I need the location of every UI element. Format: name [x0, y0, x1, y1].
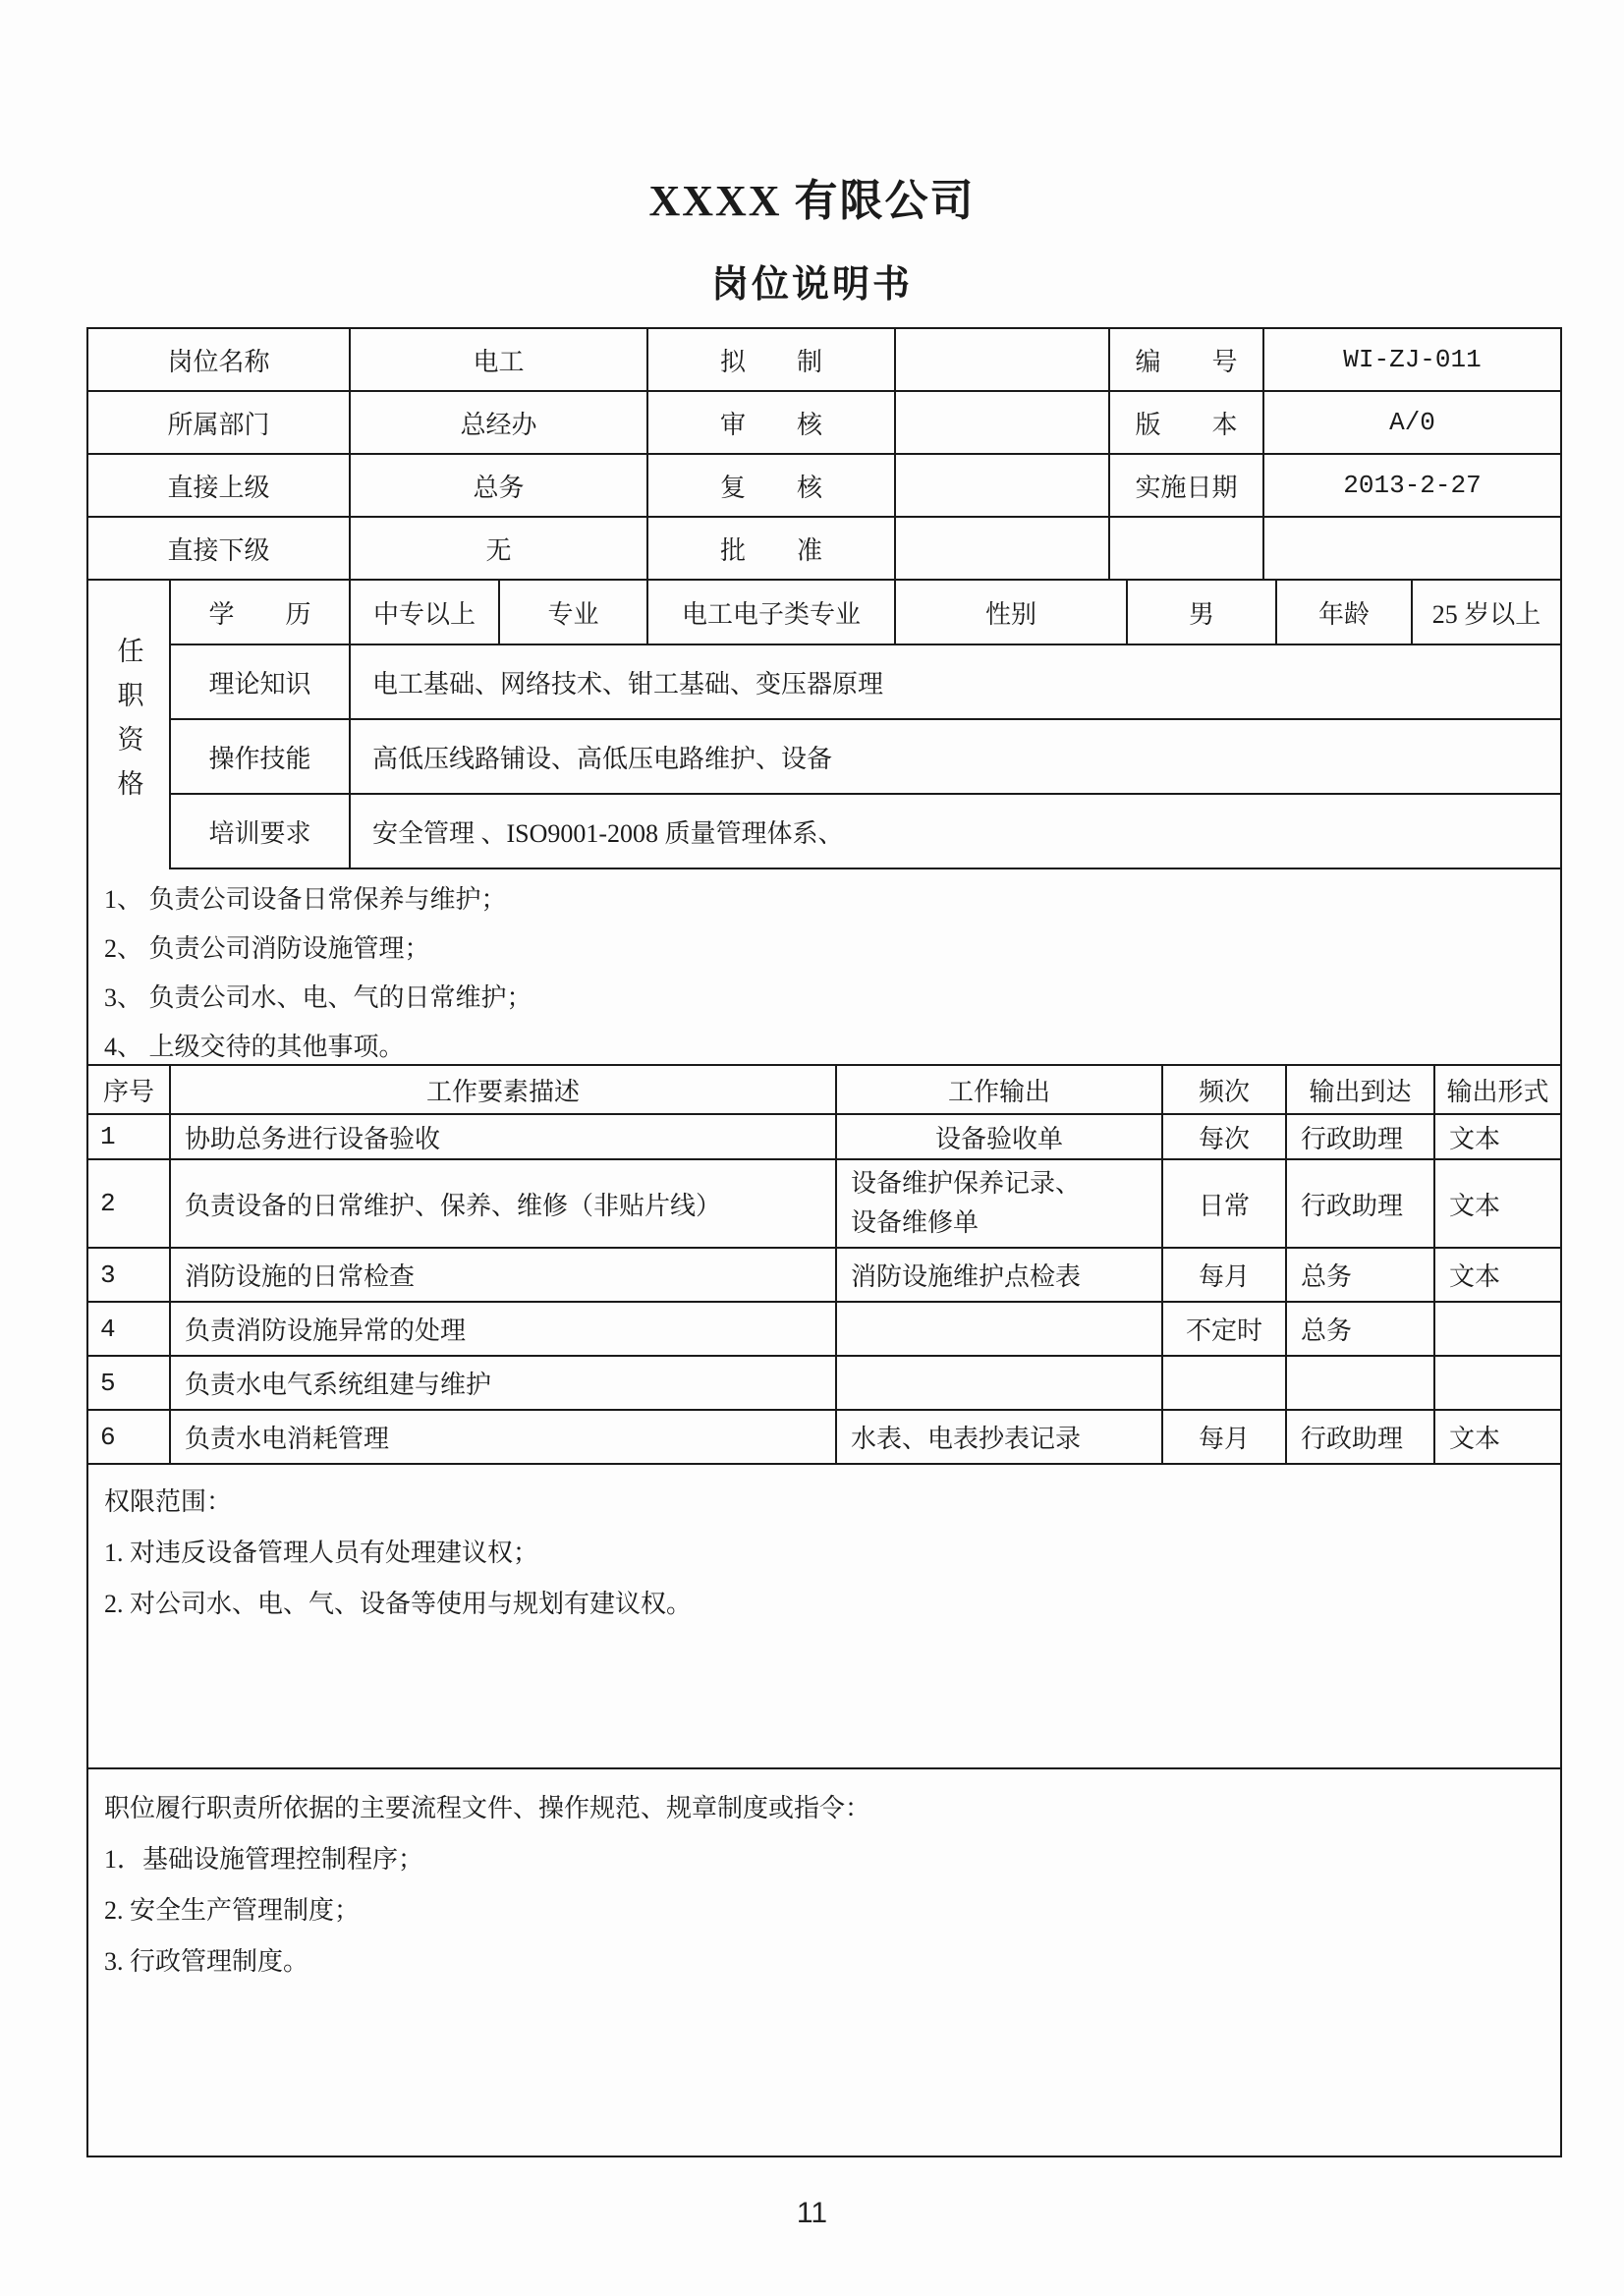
work-element: 协助总务进行设备验收 [171, 1115, 837, 1158]
work-seq: 6 [88, 1411, 171, 1463]
work-row-3 [88, 1249, 1560, 1303]
work-frequency [1163, 1357, 1287, 1409]
page-number: 11 [796, 2197, 828, 2229]
duty-item: 4、 上级交待的其他事项。 [104, 1033, 405, 1061]
work-row-6 [88, 1411, 1560, 1465]
header-seq: 序号 [88, 1066, 171, 1113]
value-drafted-by [896, 329, 1110, 390]
info-row-position [88, 329, 1560, 392]
empty-cell [1264, 518, 1560, 579]
label-rechecked-by: 复 核 [648, 455, 896, 516]
value-reviewed-by [896, 392, 1110, 453]
label-direct-subordinate: 直接下级 [88, 518, 351, 579]
work-output-form: 文本 [1449, 1191, 1501, 1220]
work-row-1 [88, 1115, 1560, 1160]
work-output-dest [1287, 1357, 1435, 1409]
theory-knowledge-row [171, 645, 1560, 720]
work-output-dest: 总务 [1287, 1303, 1435, 1355]
value-training-requirement: 安全管理 、ISO9001-2008 质量管理体系、 [372, 818, 844, 848]
label-training-requirement: 培训要求 [171, 795, 351, 868]
header-output-form: 输出形式 [1446, 1077, 1549, 1106]
value-rechecked-by [896, 455, 1110, 516]
info-row-supervisor [88, 455, 1560, 518]
qualification-side-label: 任职资格 [113, 637, 143, 813]
label-major: 专业 [500, 581, 648, 644]
references-heading: 职位履行职责所依据的主要流程文件、操作规范、规章制度或指令： [104, 1794, 871, 1822]
label-approved-by: 批 准 [648, 518, 896, 579]
label-effective-date: 实施日期 [1110, 455, 1264, 516]
value-theory-knowledge: 电工基础、网络技术、钳工基础、变压器原理 [372, 669, 884, 699]
work-output: 消防设施维护点检表 [837, 1249, 1163, 1301]
header-work-element: 工作要素描述 [171, 1066, 837, 1113]
work-element: 负责水电消耗管理 [171, 1411, 837, 1463]
duty-item: 3、 负责公司水、电、气的日常维护； [104, 983, 532, 1012]
info-row-department [88, 392, 1560, 455]
value-operation-skill: 高低压线路铺设、高低压电路维护、设备 [372, 744, 833, 773]
education-row [171, 581, 1560, 645]
work-output [837, 1303, 1163, 1355]
authority-item: 2. 对公司水、电、气、设备等使用与规划有建议权。 [104, 1590, 693, 1618]
reference-item: 1．基础设施管理控制程序； [104, 1845, 424, 1874]
label-doc-number: 编 号 [1110, 329, 1264, 390]
references-section [88, 1769, 1560, 2156]
value-department: 总经办 [351, 392, 648, 453]
work-output-form: 文本 [1449, 1124, 1501, 1153]
authority-section [88, 1465, 1560, 1769]
empty-cell [1110, 518, 1264, 579]
document-subtitle: 岗位说明书 [710, 264, 913, 306]
training-requirement-row [171, 795, 1560, 869]
work-output-form [1435, 1357, 1560, 1409]
work-output: 设备维护保养记录、 设备维修单 [837, 1160, 1163, 1247]
label-operation-skill: 操作技能 [171, 720, 351, 793]
duty-item: 2、 负责公司消防设施管理； [104, 934, 430, 963]
label-department: 所属部门 [88, 392, 351, 453]
qualification-rows [171, 581, 1560, 869]
value-age: 25 岁以上 [1431, 599, 1541, 629]
work-frequency: 日常 [1163, 1160, 1287, 1247]
work-output-dest: 总务 [1287, 1249, 1435, 1301]
label-age: 年龄 [1277, 581, 1413, 644]
operation-skill-row [171, 720, 1560, 795]
work-seq: 1 [88, 1115, 171, 1158]
work-seq: 4 [88, 1303, 171, 1355]
work-seq: 5 [88, 1357, 171, 1409]
work-frequency: 每次 [1163, 1115, 1287, 1158]
duty-item: 1、 负责公司设备日常保养与维护； [104, 885, 507, 914]
company-title: XXXX 有限公司 [648, 177, 976, 225]
work-output-dest: 行政助理 [1287, 1411, 1435, 1463]
work-output-form: 文本 [1449, 1425, 1501, 1453]
work-row-4 [88, 1303, 1560, 1357]
value-position-name: 电工 [351, 329, 648, 390]
label-version: 版 本 [1110, 392, 1264, 453]
work-table-header [88, 1066, 1560, 1115]
authority-heading: 权限范围： [104, 1487, 233, 1516]
work-seq: 3 [88, 1249, 171, 1301]
work-output: 水表、电表抄表记录 [837, 1411, 1163, 1463]
work-row-5 [88, 1357, 1560, 1411]
work-element: 负责水电气系统组建与维护 [171, 1357, 837, 1409]
qualification-side-label-cell [88, 581, 171, 869]
work-frequency: 每月 [1163, 1249, 1287, 1301]
label-position-name: 岗位名称 [88, 329, 351, 390]
value-major: 电工电子类专业 [648, 581, 896, 644]
work-output-form [1435, 1303, 1560, 1355]
work-frequency: 不定时 [1163, 1303, 1287, 1355]
value-doc-number: WI-ZJ-011 [1343, 345, 1482, 374]
work-seq: 2 [88, 1160, 171, 1247]
value-effective-date: 2013-2-27 [1343, 471, 1482, 500]
work-frequency: 每月 [1163, 1411, 1287, 1463]
label-gender: 性别 [896, 581, 1128, 644]
work-row-2 [88, 1160, 1560, 1249]
value-direct-superior: 总务 [351, 455, 648, 516]
work-output [837, 1357, 1163, 1409]
work-element: 负责消防设施异常的处理 [171, 1303, 837, 1355]
work-output-dest: 行政助理 [1287, 1115, 1435, 1158]
value-approved-by [896, 518, 1110, 579]
header-work-output: 工作输出 [837, 1066, 1163, 1113]
header-frequency: 频次 [1163, 1066, 1287, 1113]
value-gender: 男 [1128, 581, 1277, 644]
label-theory-knowledge: 理论知识 [171, 645, 351, 718]
work-element: 消防设施的日常检查 [171, 1249, 837, 1301]
work-output-dest: 行政助理 [1287, 1160, 1435, 1247]
label-direct-superior: 直接上级 [88, 455, 351, 516]
job-description-table [86, 327, 1562, 2157]
reference-item: 3. 行政管理制度。 [104, 1947, 309, 1976]
reference-item: 2. 安全生产管理制度； [104, 1896, 361, 1925]
work-element: 负责设备的日常维护、保养、维修（非贴片线） [171, 1160, 837, 1247]
label-education: 学 历 [171, 581, 351, 644]
header-output-dest: 输出到达 [1287, 1066, 1435, 1113]
value-education: 中专以上 [351, 581, 500, 644]
info-row-subordinate [88, 518, 1560, 581]
label-drafted-by: 拟 制 [648, 329, 896, 390]
value-version: A/0 [1389, 408, 1435, 437]
label-reviewed-by: 审 核 [648, 392, 896, 453]
work-output-form: 文本 [1449, 1262, 1501, 1291]
qualification-section [88, 581, 1560, 869]
work-output: 设备验收单 [837, 1115, 1163, 1158]
value-direct-subordinate: 无 [351, 518, 648, 579]
duties-section [88, 869, 1560, 1066]
authority-item: 1. 对违反设备管理人员有处理建议权； [104, 1539, 539, 1567]
